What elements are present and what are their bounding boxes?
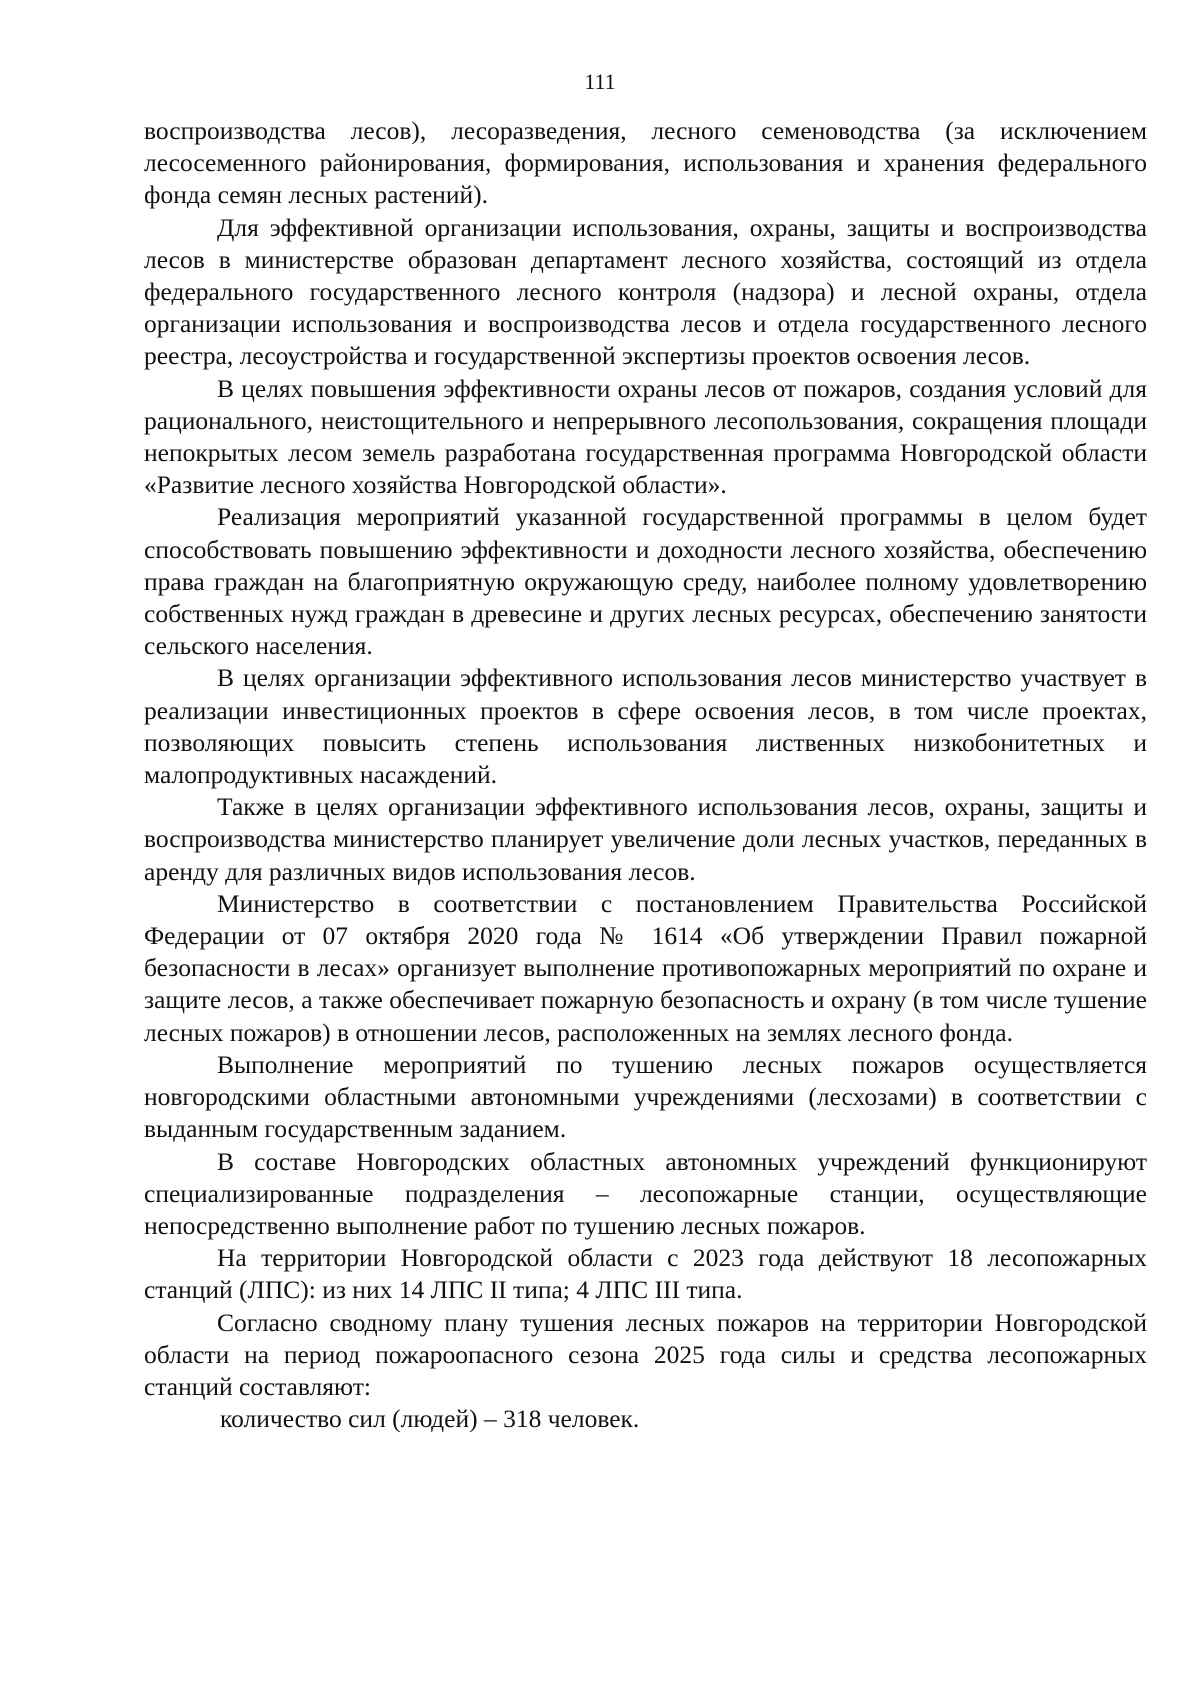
paragraph-fire-safety-regulation: Министерство в соответствии с постановлением Правительства Российской Федерации от 07 октября 2020 года № 1614 «Об утверждении Правил пожарной безопасности в лесах» организует выполнение противопожарных мероприятий по охране и защите лесов, а также обеспечивает пожарную безопасность и охрану (в том числе тушение лесных пожаров) в отношении лесов, расположенных на землях лесного фонда.	[144, 888, 1147, 1047]
paragraph-investment-projects: В целях организации эффективного использования лесов министерство участвует в реализации инвестиционных проектов в сфере освоения лесов, в том числе проектах, позволяющих повысить степень использования лиственных низкобонитетных и малопродуктивных насаждений.	[144, 663, 1147, 790]
paragraph-fire-stations: В составе Новгородских областных автономных учреждений функционируют специализированные подразделения – лесопожарные станции, осуществляющие непосредственно выполнение работ по тушению лесных пожаров.	[144, 1146, 1147, 1240]
paragraph-firefighting-execution: Выполнение мероприятий по тушению лесных пожаров осуществляется новгородскими областными автономными учреждениями (лесхозами) в соответствии с выданным государственным заданием.	[144, 1049, 1147, 1144]
paragraph-lease-plans: Также в целях организации эффективного использования лесов, охраны, защиты и воспроизводства министерство планирует увеличение доли лесных участков, переданных в аренду для различных видов использования лесов.	[144, 792, 1147, 886]
paragraph-forestry-department: Для эффективной организации использования, охраны, защиты и воспроизводства лесов в министерстве образован департамент лесного хозяйства, состоящий из отдела федерального государственного лесного контроля (надзора) и лесной охраны, отдела организации использования и воспроизводства лесов и отдела государственного лесного реестра, лесоустройства и государственной экспертизы проектов освоения лесов.	[144, 212, 1147, 371]
paragraph-program-implementation: Реализация мероприятий указанной государственной программы в целом будет способствовать повышению эффективности и доходности лесного хозяйства, обеспечению права граждан на благоприятную окружающую среду, наиболее полному удовлетворению собственных нужд граждан в древесине и других лесных ресурсах, обеспечению занятости сельского населения.	[144, 502, 1147, 661]
paragraph-continuation: воспроизводства лесов), лесоразведения, лесного семеноводства (за исключением лесосеменного районирования, формирования, использования и хранения федерального фонда семян лесных растений).	[144, 116, 1147, 210]
page-number: 111	[584, 69, 616, 94]
paragraph-station-count: На территории Новгородской области с 2023 года действуют 18 лесопожарных станций (ЛПС): из них 14 ЛПС II типа; 4 ЛПС III типа.	[144, 1243, 1147, 1305]
paragraph-state-program: В целях повышения эффективности охраны лесов от пожаров, создания условий для рационального, неистощительного и непрерывного лесопользования, сокращения площади непокрытых лесом земель разработана государственная программа Новгородской области «Развитие лесного хозяйства Новгородской области».	[144, 373, 1147, 500]
paragraph-personnel-count: количество сил (людей) – 318 человек.	[220, 1404, 640, 1434]
paragraph-summary-plan: Согласно сводному плану тушения лесных пожаров на территории Новгородской области на период пожароопасного сезона 2025 года силы и средства лесопожарных станций составляют:	[144, 1307, 1147, 1401]
document-body	[144, 115, 1147, 1435]
